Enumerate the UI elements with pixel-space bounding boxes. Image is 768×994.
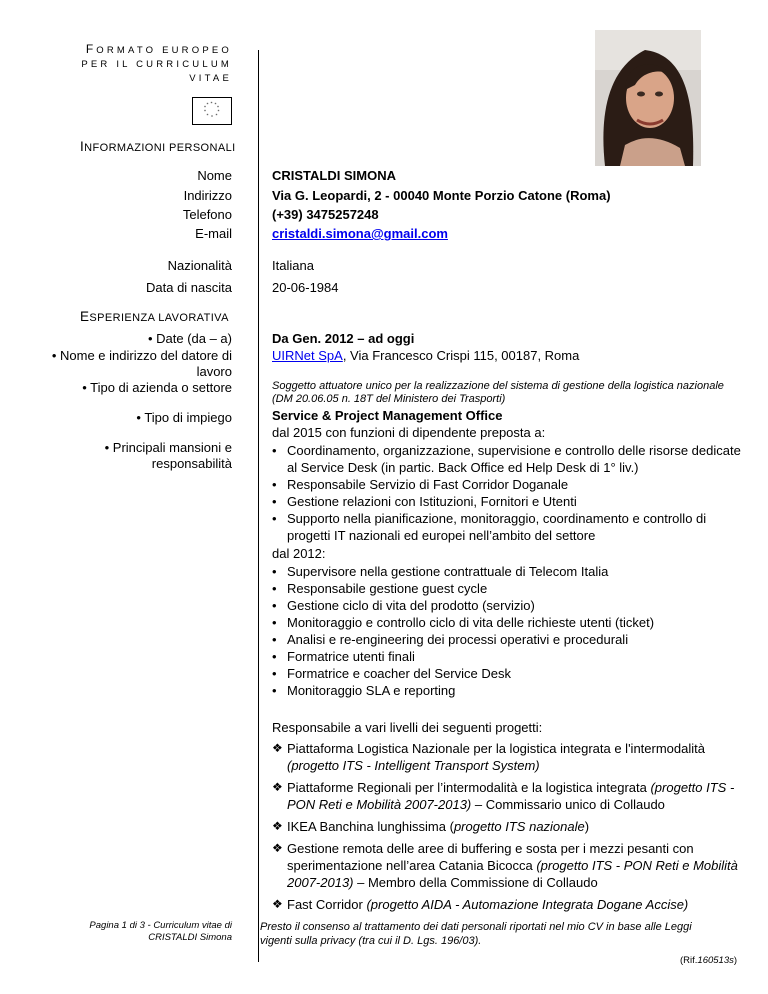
label-birth: Data di nascita (146, 280, 232, 295)
list-item: ❖ IKEA Banchina lunghissima (progetto ITS nazionale) (272, 819, 590, 834)
label-name: Nome (197, 168, 232, 183)
svg-text:*: * (211, 114, 213, 120)
list-item: ❖ Piattaforme Regionali per l’intermodalità e la logistica integrata (progetto ITS - PON Reti e Mobilità 2007-2013) – Commissario unico di Collaudo (272, 780, 735, 812)
eu-flag-icon (192, 97, 232, 125)
list-item: ❖ Fast Corridor (progetto AIDA - Automazione Integrata Dogane Accise) (272, 897, 689, 912)
employer-link[interactable]: UIRNet SpA (272, 348, 343, 363)
value-job: Service & Project Management Office (272, 408, 503, 423)
label-address: Indirizzo (183, 188, 232, 203)
list-item: • Responsabile Servizio di Fast Corridor Doganale (272, 477, 569, 492)
svg-text:*: * (204, 105, 206, 110)
list-item: • Formatrice e coacher del Service Desk (272, 666, 511, 681)
duties-2015-list (272, 442, 742, 544)
value-sector: Soggetto attuatore unico per la realizzazione del sistema di gestione della logistica nazionale (DM 20.06.05 n. 18T del Ministero dei Trasporti) (272, 380, 724, 405)
email-link[interactable]: cristaldi.simona@gmail.com (272, 226, 448, 241)
label-dates: • Date (da – a) (147, 331, 232, 346)
cv-format-title: FORMATO EUROPEO PER IL CURRICULUM VITAE (81, 42, 232, 84)
list-item: • Responsabile gestione guest cycle (272, 581, 488, 596)
list-item: • Gestione ciclo di vita del prodotto (servizio) (272, 598, 535, 613)
bullet-icon: • (272, 615, 277, 630)
projects-block (272, 740, 742, 918)
section-title-personal: INFORMAZIONI PERSONALI (80, 139, 236, 154)
value-name: CRISTALDI SIMONA (272, 168, 396, 183)
diamond-bullet-icon: ❖ (272, 741, 283, 755)
bullet-icon: • (272, 666, 277, 681)
value-phone: (+39) 3475257248 (272, 207, 379, 222)
value-dates: Da Gen. 2012 – ad oggi (272, 331, 415, 346)
column-divider (258, 50, 259, 962)
bullet-icon: • (272, 477, 277, 492)
bullet-icon: • (272, 511, 277, 526)
privacy-consent: Presto il consenso al trattamento dei dati personali riportati nel mio CV in base alle Leggi vigenti sulla privacy (tra cui il D. Lgs. 196/03). (260, 921, 692, 947)
svg-text:*: * (215, 113, 218, 118)
bullet-icon: • (272, 443, 277, 458)
since-2012-text: dal 2012: (272, 546, 326, 561)
svg-text:*: * (206, 102, 209, 107)
value-birth: 20-06-1984 (272, 280, 339, 295)
portrait-photo (595, 30, 701, 166)
label-nationality: Nazionalità (167, 258, 232, 273)
projects-list (272, 740, 742, 913)
label-job: • Tipo di impiego (136, 410, 232, 425)
list-item: • Analisi e re-engineering dei processi operativi e procedurali (272, 632, 629, 647)
svg-text:*: * (217, 105, 219, 110)
label-sector: • Tipo di azienda o settore (82, 380, 232, 395)
reference-code: (Rif.160513s) (680, 955, 738, 966)
bullet-icon: • (272, 494, 277, 509)
diamond-bullet-icon: ❖ (272, 841, 283, 855)
list-item: • Monitoraggio e controllo ciclo di vita delle richieste utenti (ticket) (272, 615, 655, 630)
diamond-bullet-icon: ❖ (272, 897, 283, 911)
bullet-icon: • (272, 598, 277, 613)
svg-text:*: * (206, 113, 209, 118)
value-address: Via G. Leopardi, 2 - 00040 Monte Porzio Catone (Roma) (272, 188, 611, 203)
duties-block (272, 424, 742, 544)
bullet-icon: • (272, 564, 277, 579)
projects-intro: Responsabile a vari livelli dei seguenti progetti: (272, 720, 543, 735)
bullet-icon: • (272, 581, 277, 596)
list-item: • Coordinamento, organizzazione, supervisione e controllo delle risorse dedicate al Service Desk (in partic. Back Office ed Help Desk di 1° liv.) (272, 443, 741, 475)
list-item: • Supervisore nella gestione contrattuale di Telecom Italia (272, 564, 609, 579)
list-item: • Supporto nella pianificazione, monitoraggio, coordinamento e controllo di progetti IT nazionali ed europei nell’ambito del settore (272, 511, 707, 543)
since-2015-text: dal 2015 con funzioni di dipendente preposta a: (272, 425, 546, 440)
duties-2012-list (272, 563, 742, 699)
svg-text:*: * (214, 102, 217, 107)
label-phone: Telefono (182, 207, 232, 222)
list-item: ❖ Piattaforma Logistica Nazionale per la logistica integrata e l'intermodalità (progetto ITS - Intelligent Transport System) (272, 741, 705, 773)
section-title-experience: ESPERIENZA LAVORATIVA (80, 309, 229, 324)
diamond-bullet-icon: ❖ (272, 819, 283, 833)
list-item: • Gestione relazioni con Istituzioni, Fornitori e Utenti (272, 494, 577, 509)
value-nationality: Italiana (272, 258, 314, 273)
bullet-icon: • (272, 683, 277, 698)
svg-text:*: * (217, 109, 220, 114)
diamond-bullet-icon: ❖ (272, 780, 283, 794)
bullet-icon: • (272, 649, 277, 664)
svg-text:*: * (204, 109, 206, 114)
list-item: ❖ Gestione remota delle aree di buffering e sosta per i mezzi pesanti con sperimentazione nell’area Catania Bicocca (progetto ITS - PON Reti e Mobilità 2007-2013) – Membro della Commissione di Collaudo (272, 841, 738, 890)
label-duties: • Principali mansioni e responsabilità (104, 440, 232, 471)
svg-text:*: * (210, 101, 213, 106)
list-item: • Monitoraggio SLA e reporting (272, 683, 456, 698)
value-employer: UIRNet SpA, Via Francesco Crispi 115, 00187, Roma (272, 348, 580, 363)
bullet-icon: • (272, 632, 277, 647)
page-footer: Pagina 1 di 3 - Curriculum vitae di CRISTALDI Simona (89, 920, 232, 943)
label-employer: • Nome e indirizzo del datore di lavoro (51, 348, 232, 379)
duties-2012-block (272, 545, 742, 699)
list-item: • Formatrice utenti finali (272, 649, 415, 664)
label-email: E-mail (195, 226, 232, 241)
